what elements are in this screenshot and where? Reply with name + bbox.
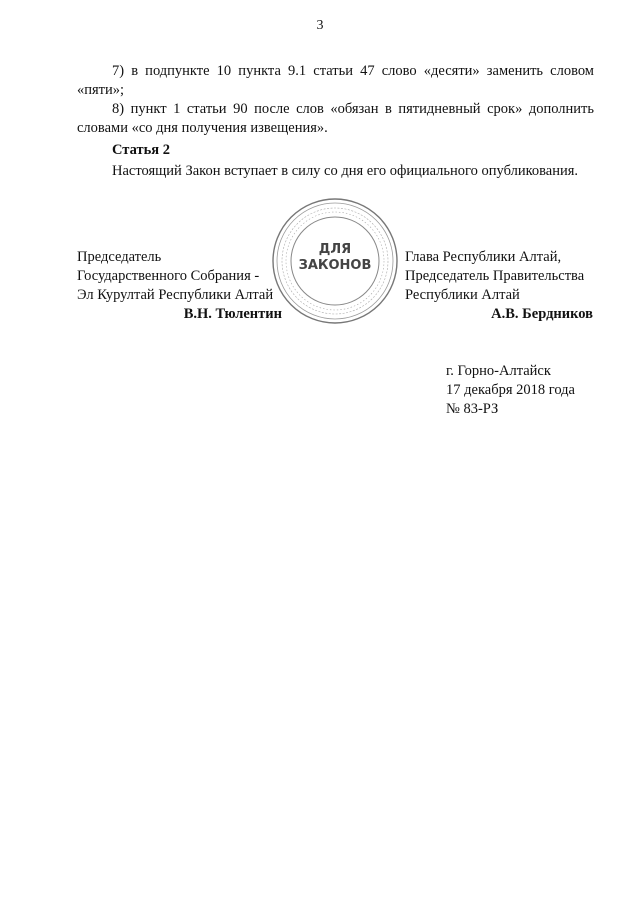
signature-left-line2: Государственного Собрания - <box>77 268 260 284</box>
paragraph-item-8 <box>77 100 594 138</box>
place-and-date <box>446 362 575 419</box>
official-stamp-seal <box>270 196 400 326</box>
page-number: 3 <box>316 18 324 33</box>
signature-right-line2: Председатель Правительства <box>405 268 585 284</box>
article-2-text: Настоящий Закон вступает в силу со дня его официального опубликования. <box>112 163 579 179</box>
signature-right-name: А.В. Бердников <box>491 306 593 322</box>
paragraph-item-8-text: 8) пункт 1 статьи 90 после слов «обязан в пятидневный срок» дополнить словами «со дня получения извещения». <box>77 101 594 136</box>
stamp-text-line1: ДЛЯ <box>318 242 352 257</box>
paragraph-item-7-text: 7) в подпункте 10 пункта 9.1 статьи 47 слово «десяти» заменить словом «пяти»; <box>77 63 594 98</box>
signature-right-line1: Глава Республики Алтай, <box>405 249 562 265</box>
signature-block-right <box>405 248 593 324</box>
paragraph-item-7 <box>77 62 594 100</box>
signature-left-line1: Председатель <box>77 249 162 265</box>
article-2-heading: Статья 2 <box>112 142 170 158</box>
signature-right-line3: Республики Алтай <box>405 287 520 303</box>
signature-left-name: В.Н. Тюлентин <box>183 306 282 322</box>
footer-number: № 83-РЗ <box>446 401 499 417</box>
footer-city: г. Горно-Алтайск <box>446 363 551 379</box>
signature-block-left <box>77 248 282 324</box>
stamp-text-line2: ЗАКОНОВ <box>298 258 372 273</box>
signature-left-line3: Эл Курултай Республики Алтай <box>77 287 274 303</box>
article-2-body <box>77 162 594 181</box>
footer-date: 17 декабря 2018 года <box>446 382 575 398</box>
